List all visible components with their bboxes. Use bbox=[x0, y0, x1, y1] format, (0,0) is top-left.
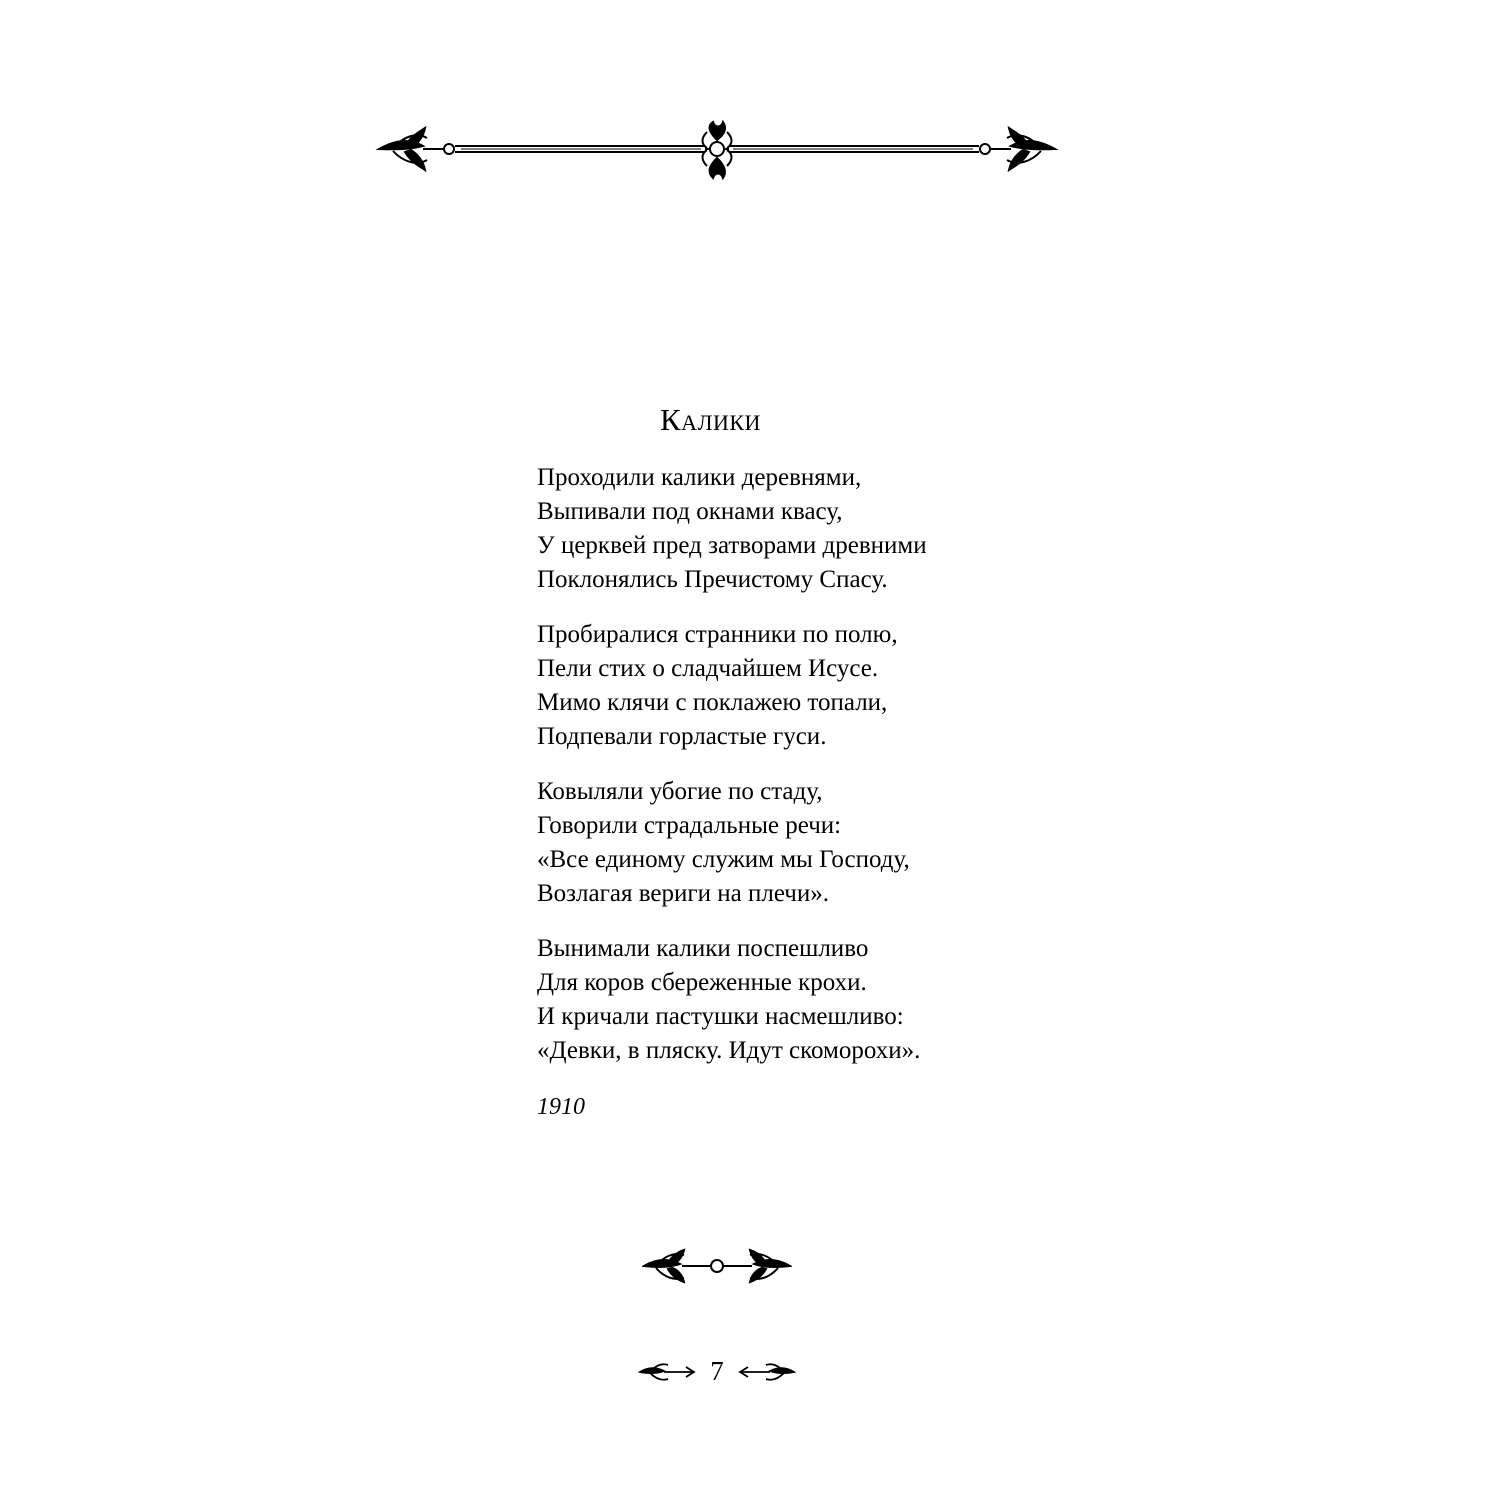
poem-line: И кричали пастушки насмешливо: bbox=[537, 1003, 904, 1030]
stanza-3 bbox=[537, 775, 1057, 911]
poem-line: «Все единому служим мы Господу, bbox=[537, 846, 910, 873]
poem-line: Пели стих о сладчайшем Исусе. bbox=[537, 655, 879, 682]
poem-line: Ковыляли убогие по стаду, bbox=[537, 778, 823, 805]
header-rule-ornament-icon bbox=[375, 118, 1059, 182]
poem-line: Подпевали горластые гуси. bbox=[537, 723, 827, 750]
poem-line: Проходили калики деревнями, bbox=[537, 464, 862, 491]
poem-title: Калики bbox=[660, 402, 761, 437]
stanza-4 bbox=[537, 932, 1057, 1068]
poem-line: Возлагая вериги на плечи». bbox=[537, 880, 829, 907]
poem-date: 1910 bbox=[537, 1094, 585, 1120]
poem-line: «Девки, в пляску. Идут скоморохи». bbox=[537, 1037, 921, 1064]
stanza-1 bbox=[537, 461, 1057, 597]
end-of-poem-ornament-icon bbox=[642, 1246, 792, 1286]
poem-line: Говорили страдальные речи: bbox=[537, 812, 842, 839]
poem-line: Выпивали под окнами квасу, bbox=[537, 498, 843, 525]
page-number: 7 bbox=[710, 1356, 724, 1386]
poem-line: Мимо клячи с поклажею топали, bbox=[537, 689, 888, 716]
page-folio bbox=[636, 1350, 798, 1394]
poem-line: Для коров сбереженные крохи. bbox=[537, 969, 867, 996]
poem-body bbox=[537, 461, 1057, 1089]
poem-line: Пробиралися странники по полю, bbox=[537, 621, 898, 648]
leaf-ornament-icon bbox=[738, 1360, 796, 1384]
stanza-2 bbox=[537, 618, 1057, 754]
poem-line: Вынимали калики поспешливо bbox=[537, 935, 869, 962]
poem-line: У церквей пред затворами древними bbox=[537, 532, 927, 559]
poem-line: Поклонялись Пречистому Спасу. bbox=[537, 566, 888, 593]
